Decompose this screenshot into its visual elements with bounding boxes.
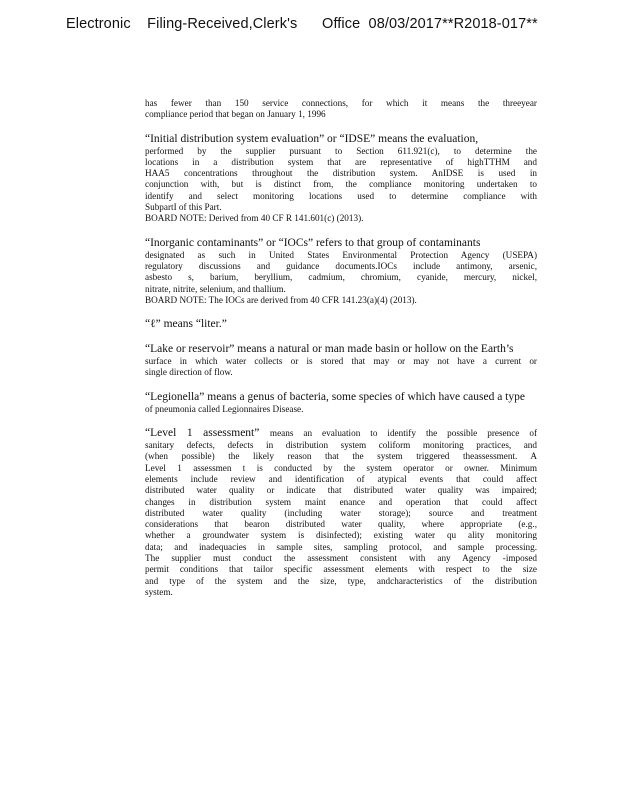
text-line: asbesto s, barium, beryllium, cadmium, chromium, cyanide, mercury, nickel, xyxy=(145,272,537,283)
text-line: performed by the supplier pursuant to Section 611.921(c), to determine the xyxy=(145,145,537,156)
text-line: of pneumonia called Legionnaires Disease. xyxy=(145,403,304,414)
definition-term: “Level 1 assessment” xyxy=(145,427,270,440)
text-line: distributed water quality (including water storage); source and treatment xyxy=(145,507,537,518)
definition-term: “Initial distribution system evaluation” or “IDSE” means the evaluation, xyxy=(145,132,479,145)
text-line: Level 1 assessmen t is conducted by the system operator or owner. Minimum xyxy=(145,462,537,473)
text-line: regulatory discussions and guidance documents.IOCs include antimony, arsenic, xyxy=(145,260,537,271)
text-line: permit conditions that tailor specific assessment elements with respect to the size xyxy=(145,564,537,575)
text-line: nitrate, nitrite, selenium, and thallium. xyxy=(145,283,286,294)
text-line: HAA5 concentrations throughout the distribution system. AnIDSE is used in xyxy=(145,168,537,179)
document-body xyxy=(145,98,537,609)
definition-level1-assessment xyxy=(145,426,537,598)
definition-idse xyxy=(145,132,537,225)
text-line: surface in which water collects or is stored that may or may not have a current or xyxy=(145,356,537,367)
definition-term: “ℓ” means “liter.” xyxy=(145,318,227,331)
filing-header: Electronic Filing-Received,Clerk's Office 08/03/2017**R2018-017** xyxy=(66,16,538,32)
paragraph-continuation xyxy=(145,98,537,121)
text-line: single direction of flow. xyxy=(145,367,233,378)
text-line: has fewer than 150 service connections, for which it means the threeyear xyxy=(145,98,537,108)
text-line: identify and select monitoring locations used to determine compliance with xyxy=(145,190,537,201)
definition-term: “Legionella” means a genus of bacteria, some species of which have caused a type xyxy=(145,390,525,403)
text-segment: means an evaluation to identify the possible presence of xyxy=(269,428,537,439)
board-note: BOARD NOTE: Derived from 40 CF R 141.601(c) (2013). xyxy=(145,213,364,224)
text-line xyxy=(145,426,537,440)
definition-term: “Inorganic contaminants” or “IOCs” refers to that group of contaminants xyxy=(145,236,481,249)
definition-legionella xyxy=(145,390,537,415)
definition-liter xyxy=(145,317,537,331)
text-line: considerations that bearon distributed water quality, where appropriate (e.g., xyxy=(145,519,537,530)
text-line: whether a groundwater system is disinfected); existing water qu ality monitoring xyxy=(145,530,537,541)
text-line: elements include review and identification of atypical events that could affect xyxy=(145,473,537,484)
definition-lake-reservoir xyxy=(145,342,537,379)
text-line: conjunction with, but is distinct from, the compliance monitoring undertaken to xyxy=(145,179,537,190)
text-line: (when possible) the likely reason that the system triggered theassessment. A xyxy=(145,451,537,462)
text-line: changes in distribution system maint enance and operation that could affect xyxy=(145,496,537,507)
board-note: BOARD NOTE: The IOCs are derived from 40 CFR 141.23(a)(4) (2013). xyxy=(145,294,417,305)
text-line: and type of the system and the size, type, andcharacteristics of the distribution xyxy=(145,575,537,586)
text-line: SubpartI of this Part. xyxy=(145,202,222,213)
definition-term: “Lake or reservoir” means a natural or man made basin or hollow on the Earth’s xyxy=(145,343,514,356)
text-line: The supplier must conduct the assessment consistent with any Agency -imposed xyxy=(145,553,537,564)
text-line: locations in a distribution system that are representative of highTTHM and xyxy=(145,156,537,167)
text-line: compliance period that began on January 1, 1996 xyxy=(145,109,326,120)
text-line: sanitary defects, defects in distribution system coliform monitoring practices, and xyxy=(145,440,537,451)
text-line: data; and inadequacies in sample sites, sampling protocol, and sample processing. xyxy=(145,541,537,552)
text-line: designated as such in United States Environmental Protection Agency (USEPA) xyxy=(145,249,537,260)
text-line: system. xyxy=(145,586,173,597)
text-line: distributed water quality or indicate that distributed water quality was impaired; xyxy=(145,485,537,496)
definition-iocs xyxy=(145,236,537,306)
